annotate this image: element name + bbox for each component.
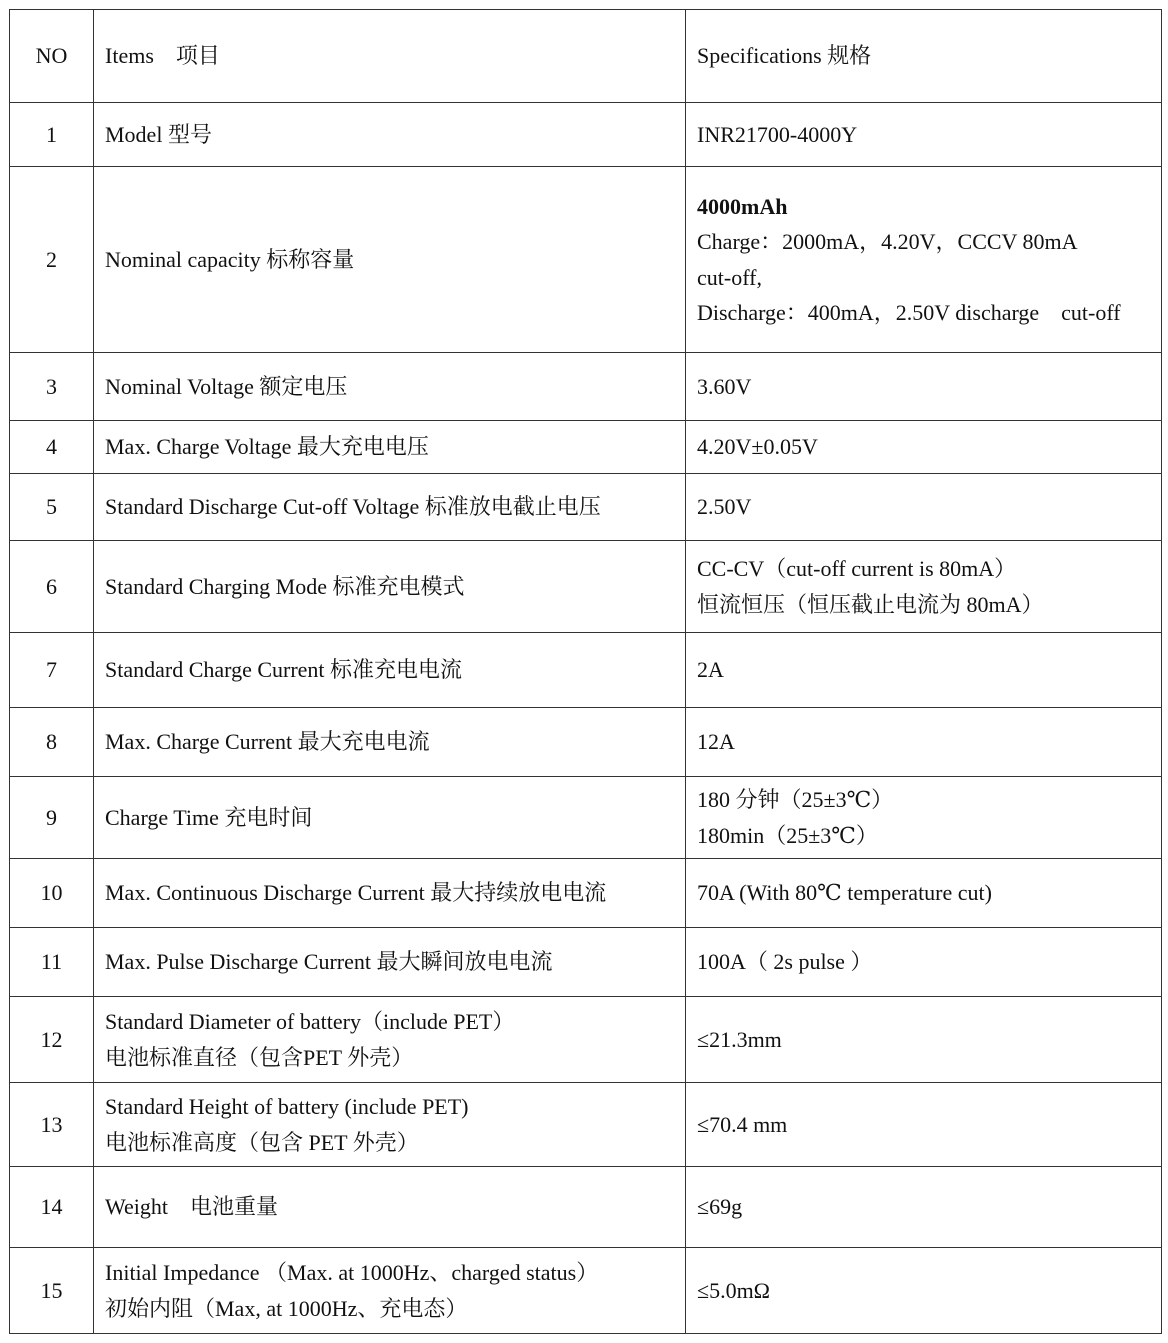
spec-text: Charge：2000mA，4.20V，CCCV 80mA [697,229,1078,255]
item-cell [94,541,686,633]
item-text: Nominal capacity 标称容量 [105,246,355,272]
table-row [10,421,1162,474]
spec-cell [686,1083,1162,1167]
row-number: 15 [10,1248,94,1334]
spec-cell [686,167,1162,353]
spec-cell [686,777,1162,859]
item-text: Standard Charge Current 标准充电电流 [105,657,463,683]
row-number: 5 [10,474,94,541]
item-cell [94,1248,686,1334]
table-row [10,708,1162,777]
table-row [10,541,1162,633]
item-cell [94,708,686,777]
row-number: 3 [10,353,94,421]
spec-text: 100A（ 2s pulse ） [697,949,873,975]
item-cell [94,103,686,167]
spec-text: 180 分钟（25±3℃） [697,787,894,813]
item-text: Model 型号 [105,121,212,147]
item-text: 初始内阻（Max, at 1000Hz、充电态） [105,1295,468,1321]
spec-bold-text: 4000mAh [697,194,788,220]
spec-cell [686,421,1162,474]
spec-text: CC-CV（cut-off current is 80mA） [697,556,1017,582]
item-text: 电池标准高度（包含 PET 外壳） [105,1129,419,1155]
header-items: Items 项目 [94,10,686,103]
table-row [10,997,1162,1083]
spec-cell [686,708,1162,777]
item-text: Charge Time 充电时间 [105,804,313,830]
item-cell [94,353,686,421]
spec-text: 180min（25±3℃） [697,822,878,848]
item-text: Standard Diameter of battery（include PET） [105,1009,515,1035]
spec-cell [686,1167,1162,1248]
spec-text: 3.60V [697,373,752,399]
item-text: Weight 电池重量 [105,1194,278,1220]
item-text: Max. Pulse Discharge Current 最大瞬间放电电流 [105,949,553,975]
table-row [10,1083,1162,1167]
spec-text: INR21700-4000Y [697,121,858,147]
row-number: 13 [10,1083,94,1167]
row-number: 9 [10,777,94,859]
item-text: Standard Height of battery (include PET) [105,1094,469,1120]
item-text: 电池标准直径（包含PET 外壳） [105,1044,414,1070]
row-number: 14 [10,1167,94,1248]
row-number: 11 [10,928,94,997]
spec-text: 12A [697,729,735,755]
spec-cell [686,103,1162,167]
row-number: 12 [10,997,94,1083]
item-cell [94,421,686,474]
item-text: Max. Charge Current 最大充电电流 [105,729,430,755]
item-cell [94,1083,686,1167]
table-row [10,633,1162,708]
row-number: 10 [10,859,94,928]
table-row [10,167,1162,353]
item-cell [94,474,686,541]
item-cell [94,928,686,997]
table-row [10,474,1162,541]
item-cell [94,1167,686,1248]
table-row [10,777,1162,859]
table-row [10,103,1162,167]
header-no: NO [10,10,94,103]
item-text: Nominal Voltage 额定电压 [105,373,348,399]
item-text: Max. Continuous Discharge Current 最大持续放电电流 [105,880,607,906]
header-row [10,10,1162,103]
row-number: 4 [10,421,94,474]
spec-cell [686,997,1162,1083]
item-cell [94,859,686,928]
row-number: 7 [10,633,94,708]
spec-cell [686,474,1162,541]
spec-text: 2A [697,657,724,683]
row-number: 8 [10,708,94,777]
table-row [10,1248,1162,1334]
item-cell [94,997,686,1083]
specification-table [9,9,1162,1334]
item-text: Standard Discharge Cut-off Voltage 标准放电截止电压 [105,494,601,520]
item-cell [94,167,686,353]
table-row [10,859,1162,928]
item-text: Standard Charging Mode 标准充电模式 [105,573,465,599]
item-text: Initial Impedance （Max. at 1000Hz、charged status） [105,1260,599,1286]
spec-cell [686,541,1162,633]
item-cell [94,633,686,708]
item-cell [94,777,686,859]
table-row [10,928,1162,997]
row-number: 1 [10,103,94,167]
spec-text: Discharge：400mA，2.50V discharge cut-off [697,299,1121,325]
spec-text: cut-off, [697,264,762,290]
spec-cell [686,928,1162,997]
spec-text: ≤5.0mΩ [697,1277,771,1303]
spec-text: 2.50V [697,494,752,520]
spec-text: 恒流恒压（恒压截止电流为 80mA） [697,591,1044,617]
spec-text: ≤21.3mm [697,1026,782,1052]
item-text: Max. Charge Voltage 最大充电电压 [105,434,429,460]
spec-text: ≤70.4 mm [697,1111,788,1137]
spec-cell [686,633,1162,708]
row-number: 6 [10,541,94,633]
spec-text: 70A (With 80℃ temperature cut) [697,880,992,906]
spec-cell [686,1248,1162,1334]
spec-cell [686,353,1162,421]
spec-text: ≤69g [697,1194,743,1220]
spec-text: 4.20V±0.05V [697,434,818,460]
table-row [10,1167,1162,1248]
header-specifications: Specifications 规格 [686,10,1162,103]
table-row [10,353,1162,421]
spec-cell [686,859,1162,928]
row-number: 2 [10,167,94,353]
